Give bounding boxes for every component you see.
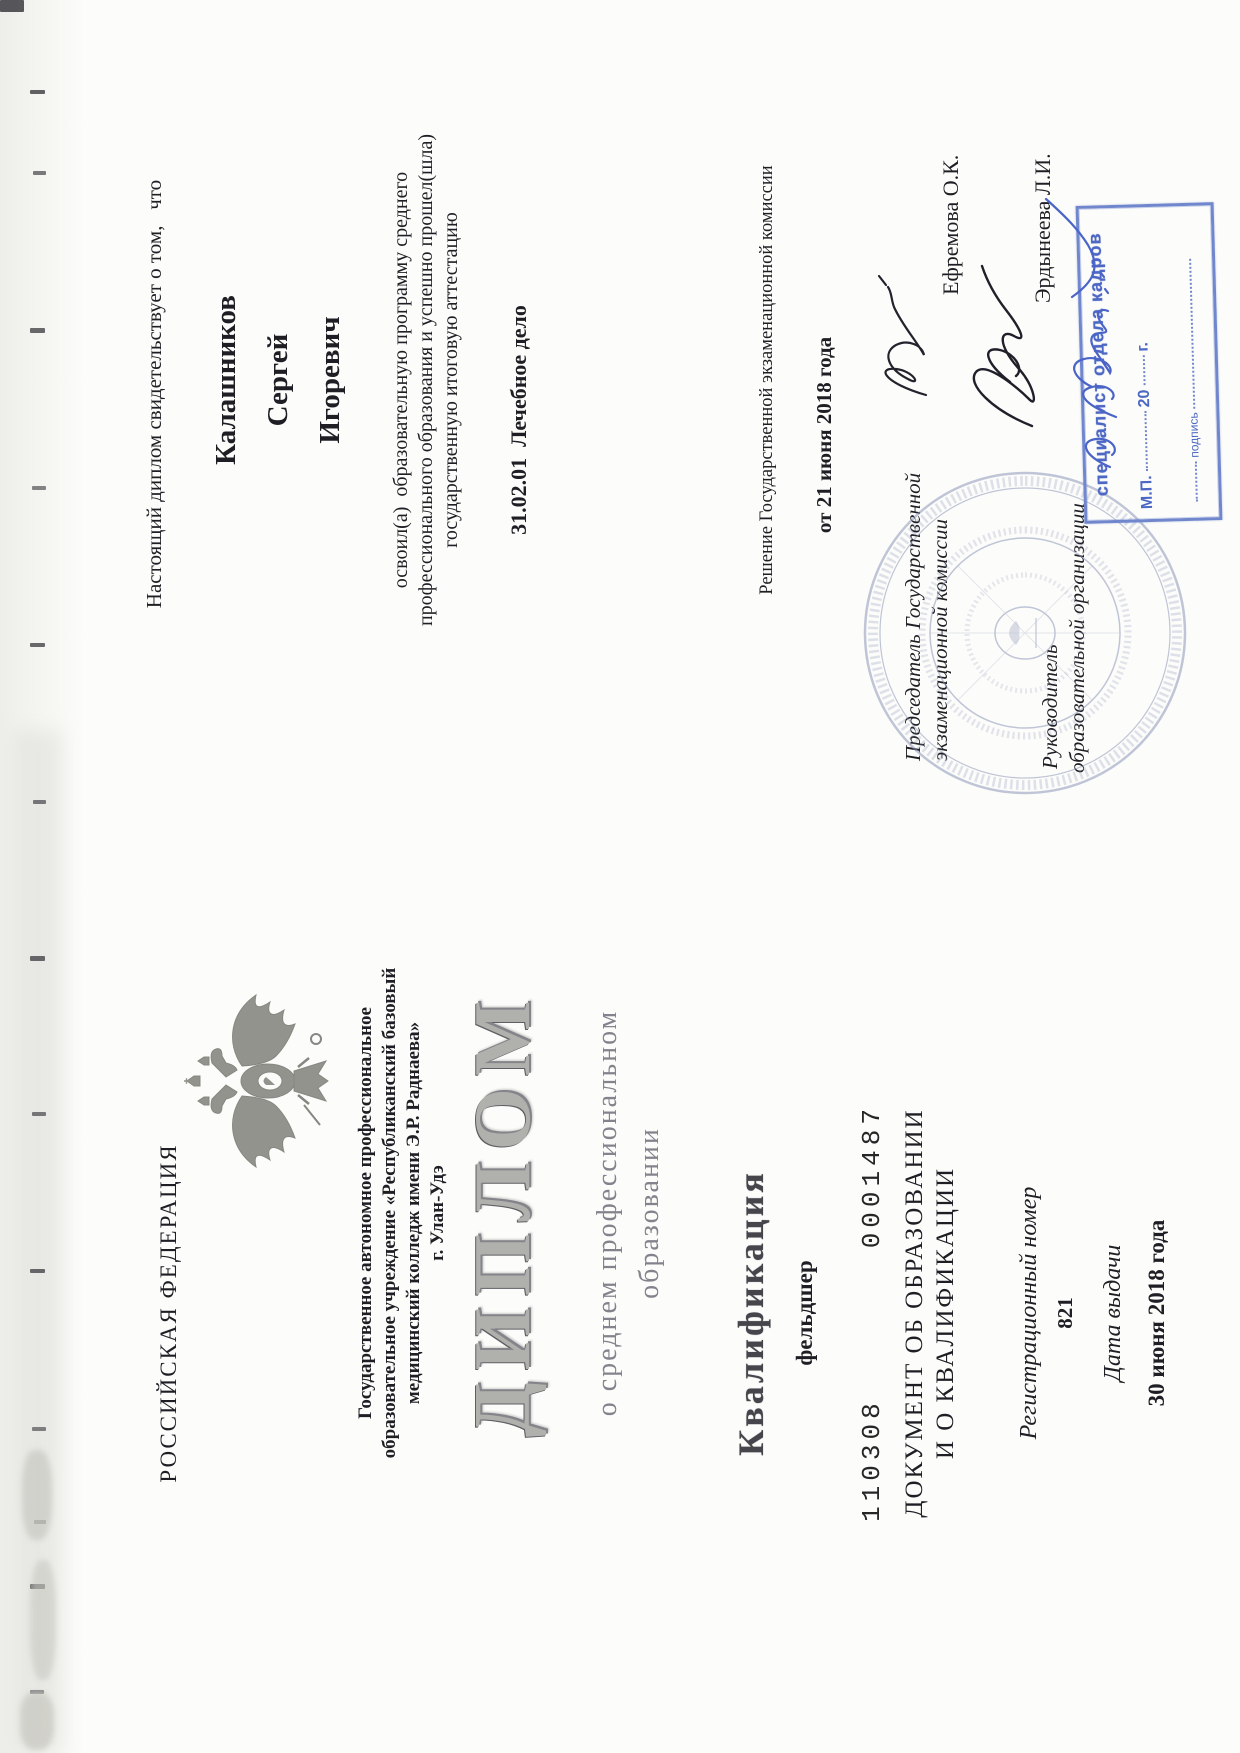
- commission-decision-date: от 21 июня 2018 года: [812, 336, 836, 534]
- qualification-value: фельдшер: [792, 1260, 817, 1366]
- scan-artifact: [30, 90, 45, 94]
- chair-signature: [868, 273, 942, 403]
- hr-stamp-signature-row: [1181, 214, 1203, 506]
- scan-artifact: [30, 956, 45, 961]
- issue-date-label: Дата выдачи: [1100, 1244, 1126, 1382]
- scan-smudge: [22, 1450, 52, 1540]
- chair-title-line1: Председатель Государственной: [901, 472, 925, 761]
- coat-of-arms-icon: [184, 981, 336, 1181]
- issue-date-value: 30 июня 2018 года: [1144, 1219, 1169, 1407]
- hr-stamp-year-suffix: г.: [1134, 341, 1152, 352]
- org-name-line1: Государственное автономное профессиональное: [355, 1007, 376, 1419]
- hr-stamp-sign-line-left: [1194, 462, 1198, 502]
- serial-series: 110308: [857, 1398, 887, 1522]
- intro-line: Настоящий диплом свидетельствует о том, что: [142, 179, 166, 609]
- hr-stamp-year-prefix: 20: [1135, 389, 1154, 408]
- holder-surname: Калашников: [210, 295, 242, 465]
- scan-artifact: [33, 171, 46, 175]
- specialty-line: 31.02.01 Лечебное дело: [506, 305, 531, 535]
- scan-artifact: [30, 643, 45, 647]
- commission-decision-line: Решение Государственной экзаменационной комиссии: [757, 165, 777, 595]
- reg-number-label: Регистрационный номер: [1016, 1186, 1042, 1440]
- hr-stamp-signature-caption: подпись: [1186, 412, 1202, 458]
- hr-stamp-title: специалист отдела кадров: [1084, 232, 1112, 497]
- reg-number-value: 821: [1053, 1297, 1077, 1329]
- hr-stamp-sign-line-right: [1188, 258, 1195, 408]
- head-title-line2: образовательной организации: [1065, 503, 1089, 773]
- hr-stamp-mp-label: М.П.: [1138, 475, 1157, 510]
- scan-artifact: [30, 1269, 45, 1273]
- head-name: Эрдынеева Л.И.: [1030, 153, 1055, 303]
- org-name-line2: образовательное учреждение «Республиканский базовый: [379, 967, 400, 1459]
- program-line3: государственную итоговую аттестацию: [440, 212, 462, 548]
- scan-artifact: [0, 0, 24, 12]
- scan-artifact: [32, 1427, 46, 1431]
- serial-number-row: [857, 953, 887, 1673]
- scan-smudge: [30, 1560, 56, 1680]
- hr-stamp-blank-line: [1144, 411, 1149, 471]
- chair-name: Ефремова О.К.: [938, 154, 963, 295]
- program-line1: освоил(а) образовательную программу среднего: [390, 171, 412, 589]
- qualification-heading: Квалификация: [731, 1170, 771, 1456]
- scan-artifact: [33, 800, 46, 804]
- diploma-subtitle-line1: о среднем профессиональном: [592, 1009, 623, 1417]
- org-city: г. Улан-Удэ: [427, 1165, 448, 1261]
- head-title-line1: Руководитель: [1038, 644, 1062, 769]
- serial-number: 0001487: [857, 1104, 887, 1249]
- hr-stamp-year-blank: [1142, 356, 1146, 386]
- scan-artifact: [32, 486, 46, 490]
- chair-title-line2: экзаменационной комиссии: [928, 519, 952, 761]
- country-title: РОССИЙСКАЯ ФЕДЕРАЦИЯ: [156, 1143, 181, 1483]
- scan-artifact: [32, 1112, 46, 1116]
- scan-artifact: [30, 328, 45, 333]
- doc-type-line2: И О КВАЛИФИКАЦИИ: [932, 1166, 959, 1460]
- scan-smudge: [20, 1692, 54, 1750]
- holder-patronymic: Игоревич: [314, 316, 346, 444]
- hr-stamp-handwritten-signature: [1030, 193, 1140, 483]
- doc-type-line1: ДОКУМЕНТ ОБ ОБРАЗОВАНИИ: [901, 1108, 928, 1518]
- org-name-line3: медицинский колледж имени Э.Р. Раднаева»: [403, 1021, 424, 1405]
- diploma-title: ДИПЛОМ: [459, 988, 547, 1438]
- program-line2: профессионального образования и успешно прошел(шла): [415, 133, 437, 627]
- diploma-subtitle-line2: образовании: [634, 1127, 665, 1299]
- holder-first-name: Сергей: [262, 333, 294, 427]
